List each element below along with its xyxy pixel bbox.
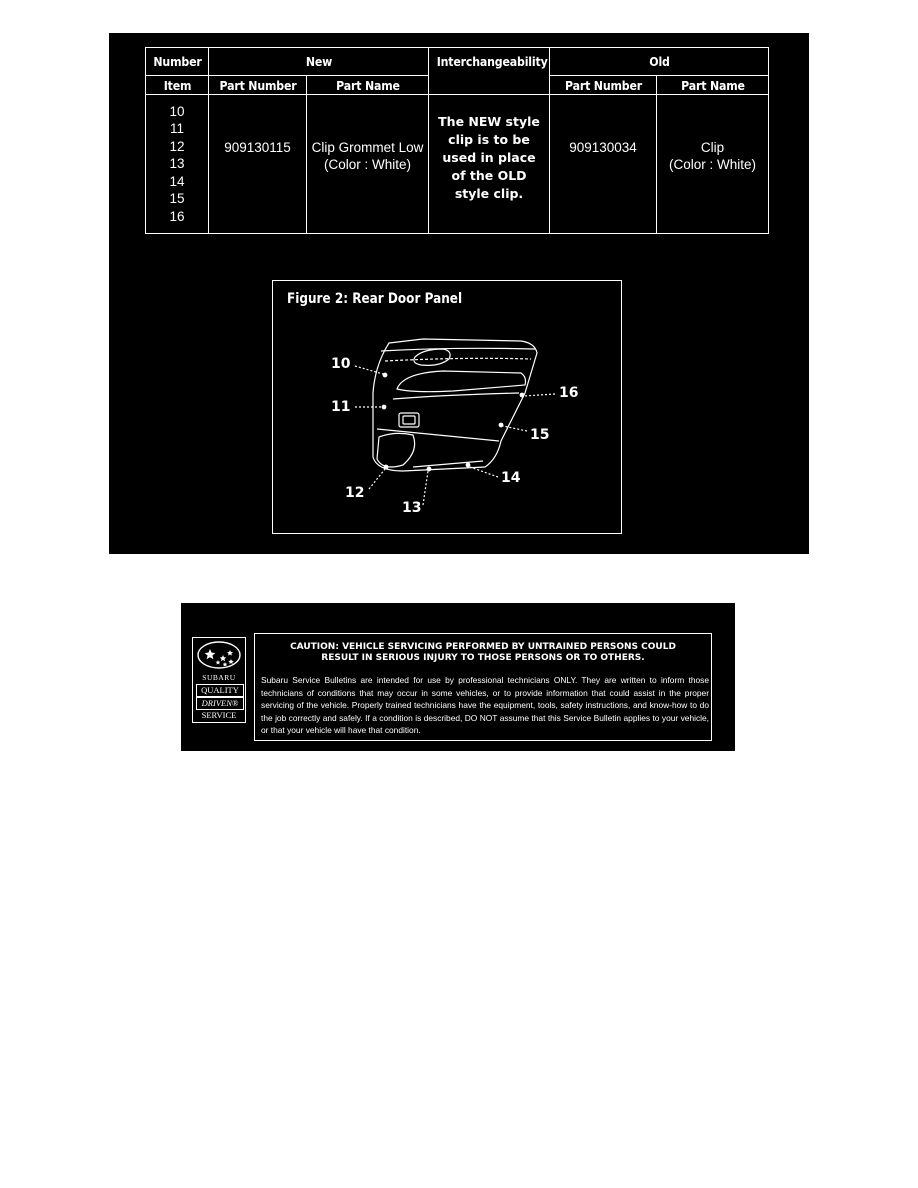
logo-brand: SUBARU	[202, 673, 236, 682]
interchange-line: The NEW style	[438, 114, 540, 129]
bulletin-table-panel	[109, 33, 809, 554]
callout-13: 13	[402, 500, 422, 516]
interchange-line: clip is to be	[448, 132, 530, 147]
clip-icon	[384, 465, 388, 469]
clip-icon	[383, 373, 387, 377]
new-part-name-line1: Clip Grommet Low	[311, 140, 424, 155]
caution-heading-line1: CAUTION: VEHICLE SERVICING PERFORMED BY UNTRAINED PERSONS COULD	[290, 642, 676, 652]
figure-title: Figure 2: Rear Door Panel	[287, 291, 463, 307]
header-item: Item	[149, 76, 204, 95]
callout-10: 10	[331, 356, 351, 372]
leader-13	[423, 471, 428, 505]
header-new-part-number: Part Number	[214, 76, 300, 95]
callout-12: 12	[345, 485, 365, 501]
caution-body: Subaru Service Bulletins are intended for use by professional technicians ONLY. They are written to inform those technicians of conditions that may occur in some vehicles, or to provide information that could assist in the proper servicing of the vehicle. Properly trained technicians have the equipment, tools, safety instructions, and know-how to do the job correctly and safely. If a condition is described, DO NOT assume that this Service Bulletin applies to your vehicle, or that your vehicle will have that condition.	[261, 675, 709, 736]
new-part-number: 909130115	[224, 140, 291, 155]
item-number: 14	[169, 173, 185, 189]
door-panel-illustration	[273, 281, 621, 533]
item-number: 12	[169, 138, 185, 154]
header-old-part-name: Part Name	[663, 76, 762, 95]
callout-16: 16	[559, 385, 579, 401]
old-part-number: 909130034	[569, 140, 637, 155]
armrest	[397, 371, 526, 392]
logo-quality: QUALITY	[196, 684, 244, 697]
old-part-name-line1: Clip	[700, 140, 725, 155]
interchangeability-cell	[429, 95, 550, 234]
item-number: 16	[169, 208, 185, 224]
upper-trim-inner	[385, 358, 531, 361]
switch-icon	[403, 416, 415, 424]
old-part-name-line2: (Color : White)	[669, 157, 757, 172]
figure-rear-door-panel	[272, 280, 622, 534]
new-part-name-line2: (Color : White)	[324, 157, 412, 172]
map-pocket	[377, 433, 415, 467]
new-part-number-cell	[209, 95, 307, 234]
header-new-part-name: Part Name	[314, 76, 421, 95]
logo-service: SERVICE	[201, 710, 237, 720]
upper-trim	[381, 348, 535, 351]
armrest-lower	[393, 393, 519, 399]
header-row-1	[146, 48, 769, 76]
old-part-name-cell	[657, 95, 769, 234]
item-numbers-cell	[146, 95, 209, 234]
caution-heading	[261, 642, 705, 664]
new-part-name-cell	[307, 95, 429, 234]
clip-icon	[382, 405, 386, 409]
table-row	[146, 95, 769, 234]
switch-panel-icon	[399, 413, 419, 427]
leader-14	[470, 467, 498, 477]
interchange-line: of the OLD	[451, 168, 527, 183]
item-number: 10	[169, 103, 185, 119]
header-new: New	[222, 48, 416, 76]
caution-panel	[181, 603, 735, 751]
belt-line	[377, 429, 499, 441]
caution-notice	[254, 633, 712, 741]
clip-icon	[466, 463, 470, 467]
leader-16	[524, 394, 555, 396]
header-interchangeability: Interchangeability	[436, 48, 542, 95]
callout-11: 11	[331, 399, 351, 415]
item-number: 11	[169, 121, 184, 137]
header-old: Old	[563, 48, 756, 76]
clip-icon	[499, 423, 503, 427]
pull-handle-icon	[414, 349, 450, 365]
parts-table	[145, 47, 769, 234]
item-number: 13	[169, 156, 185, 172]
interchange-line: used in place	[442, 150, 536, 165]
clip-icon	[427, 467, 431, 471]
callout-14: 14	[501, 470, 521, 486]
header-old-part-number: Part Number	[556, 76, 650, 95]
old-part-number-cell	[550, 95, 657, 234]
interchange-line: style clip.	[454, 186, 524, 201]
lower-trim	[413, 461, 483, 467]
subaru-logo	[192, 637, 246, 723]
caution-heading-line2: RESULT IN SERIOUS INJURY TO THOSE PERSONS OR TO OTHERS.	[321, 653, 645, 663]
leader-12	[369, 469, 385, 489]
callout-15: 15	[530, 427, 550, 443]
header-number: Number	[149, 48, 204, 76]
pleiades-stars-icon	[193, 640, 245, 672]
leader-10	[355, 366, 383, 374]
clip-icon	[520, 393, 524, 397]
item-number: 15	[169, 191, 185, 207]
logo-driven: DRIVEN®	[196, 697, 244, 710]
